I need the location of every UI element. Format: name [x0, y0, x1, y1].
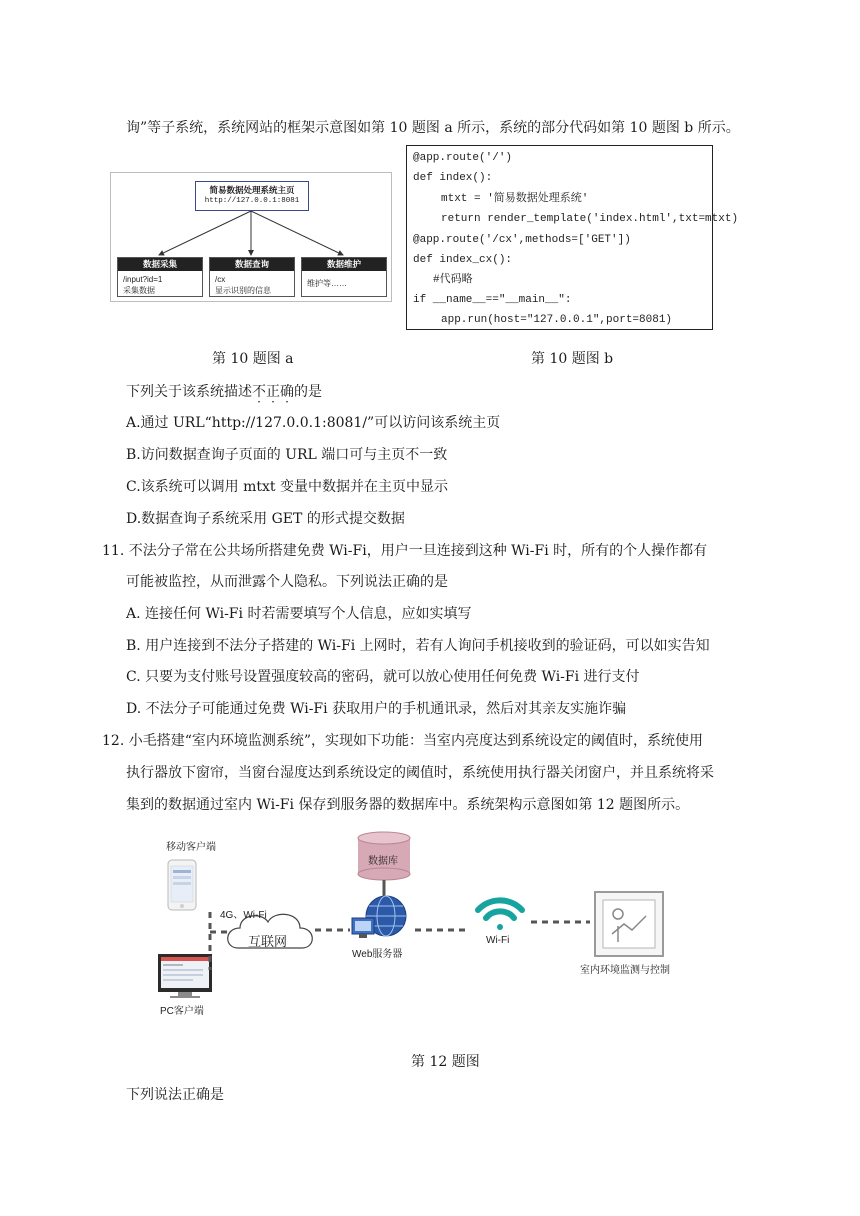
- subsystem-head: 数据维护: [302, 258, 386, 271]
- q11-option-d: D. 不法分子可能通过免费 Wi-Fi 获取用户的手机通讯录，然后对其亲友实施诈骗: [126, 701, 627, 717]
- q10-option-a: A.通过 URL“http://127.0.0.1:8081/”可以访问该系统主页: [126, 415, 501, 431]
- emphasis-char: 不: [252, 384, 266, 400]
- code-line: @app.route('/'): [413, 152, 513, 164]
- q10-option-b: B.访问数据查询子页面的 URL 端口可与主页不一致: [126, 447, 448, 463]
- wifi-icon: [478, 900, 522, 930]
- q12-followup: 下列说法正确是: [126, 1087, 224, 1103]
- mobile-client-label: 移动客户端: [166, 842, 216, 853]
- q11-stem-line2: 可能被监控，从而泄露个人隐私。下列说法正确的是: [126, 574, 448, 590]
- q10-stem-pre: 下列关于该系统描述: [126, 384, 252, 400]
- phone-icon: [168, 860, 196, 910]
- q12-stem-line3: 集到的数据通过室内 Wi-Fi 保存到服务器的数据库中。系统架构示意图如第 12 题图所示。: [126, 797, 690, 813]
- subsystem-line: /input?id=1: [123, 275, 163, 284]
- pc-client-label: PC客户端: [160, 1006, 204, 1017]
- internet-label: 互联网: [248, 935, 288, 950]
- q10-stem: [126, 382, 322, 402]
- figure-10a: [110, 172, 392, 302]
- link-label: 4G、Wi-Fi: [220, 910, 267, 921]
- emphasis-char: 确: [280, 384, 294, 400]
- code-line: def index_cx():: [413, 254, 513, 266]
- emphasis-char: 正: [266, 384, 280, 400]
- subsystem-box-maintain: [301, 257, 387, 297]
- device-label: 室内环境监测与控制: [580, 965, 670, 976]
- q11-option-b: B. 用户连接到不法分子搭建的 Wi-Fi 上网时，若有人询问手机接收到的验证码，可以如实告知: [126, 638, 710, 654]
- subsystem-line: 维护等……: [307, 279, 347, 288]
- q12-stem-line1: 12. 小毛搭建“室内环境监测系统”，实现如下功能：当室内亮度达到系统设定的阈值时，系统使用: [102, 733, 704, 749]
- q11-stem-line1: 11. 不法分子常在公共场所搭建免费 Wi-Fi，用户一旦连接到这种 Wi-Fi 时，所有的个人操作都有: [102, 543, 708, 559]
- intro-text: 询”等子系统，系统网站的框架示意图如第 10 题图 a 所示，系统的部分代码如第 10 题图 b 所示。: [126, 120, 740, 136]
- subsystem-head: 数据采集: [118, 258, 202, 271]
- code-line: @app.route('/cx',methods=['GET']): [413, 234, 631, 246]
- code-line: mtxt = '简易数据处理系统': [441, 193, 589, 205]
- main-page-url: http://127.0.0.1:8081: [204, 197, 300, 205]
- figure-10b-code: [406, 145, 739, 330]
- q10-stem-post: 的是: [294, 384, 322, 400]
- environment-device-icon: [595, 892, 663, 956]
- pc-monitor-icon: [158, 954, 212, 998]
- subsystem-box-collect: [117, 257, 203, 297]
- wifi-label: Wi-Fi: [486, 935, 510, 946]
- web-server-label: Web服务器: [352, 949, 403, 960]
- main-page-title: 简易数据处理系统主页: [209, 185, 295, 195]
- q12-stem-line2: 执行器放下窗帘，当窗台湿度达到系统设定的阈值时，系统使用执行器关闭窗户，并且系统将采: [126, 765, 714, 781]
- code-line: def index():: [413, 172, 493, 184]
- q11-option-c: C. 只要为支付账号设置强度较高的密码，就可以放心使用任何免费 Wi-Fi 进行支付: [126, 669, 640, 685]
- q10-option-d: D.数据查询子系统采用 GET 的形式提交数据: [126, 511, 405, 527]
- subsystem-line: 显示识别的信息: [215, 286, 271, 295]
- subsystem-line: 采集数据: [123, 286, 155, 295]
- figure-12-graphics: [150, 830, 710, 1020]
- caption-10b: 第 10 题图 b: [531, 351, 614, 367]
- figure-12: [150, 830, 710, 1020]
- database-label: 数据库: [368, 856, 398, 867]
- subsystem-line: /cx: [215, 275, 226, 284]
- main-page-box: [195, 181, 309, 211]
- subsystem-box-query: [209, 257, 295, 297]
- code-line: #代码略: [433, 274, 473, 286]
- subsystem-head: 数据查询: [210, 258, 294, 271]
- code-line: return render_template('index.html',txt=mtxt): [441, 213, 739, 225]
- caption-10a: 第 10 题图 a: [212, 351, 294, 367]
- caption-12: 第 12 题图: [411, 1054, 480, 1070]
- q11-option-a: A. 连接任何 Wi-Fi 时若需要填写个人信息，应如实填写: [126, 606, 472, 622]
- web-server-icon: [352, 896, 406, 938]
- code-line: if __name__=="__main__":: [413, 294, 572, 306]
- code-line: app.run(host="127.0.0.1",port=8081): [441, 314, 673, 326]
- q10-option-c: C.该系统可以调用 mtxt 变量中数据并在主页中显示: [126, 479, 448, 495]
